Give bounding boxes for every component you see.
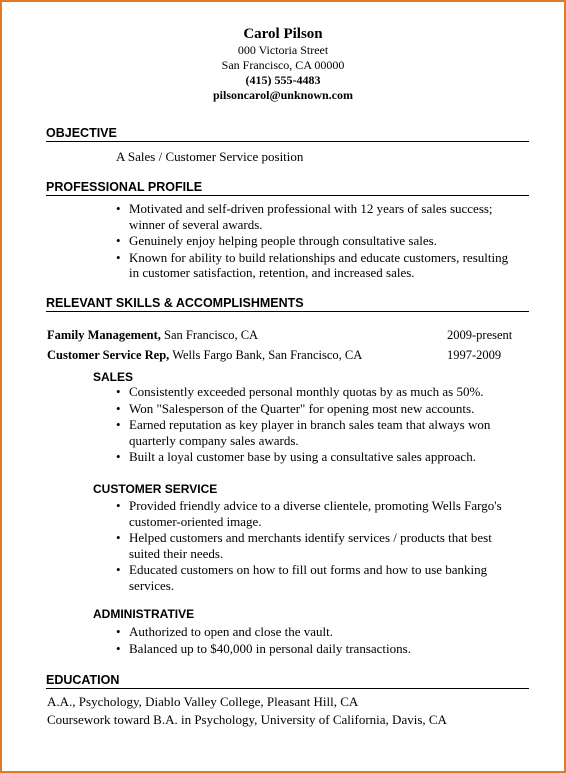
list-item: • Motivated and self-driven professional with 12 years of sales success; winner of several awards.	[116, 201, 516, 232]
education-line: Coursework toward B.A. in Psychology, University of California, Davis, CA	[47, 712, 447, 727]
job-role: Customer Service Rep,	[47, 348, 170, 362]
job-dates: 2009-present	[447, 328, 513, 342]
resume-header	[2, 2, 564, 103]
job-row	[47, 347, 517, 363]
job-dates: 1997-2009	[447, 348, 502, 362]
service-heading: CUSTOMER SERVICE	[93, 482, 218, 496]
list-item: • Won "Salesperson of the Quarter" for opening most new accounts.	[116, 401, 536, 417]
email-address: pilsoncarol@unknown.com	[213, 88, 353, 102]
education-line: A.A., Psychology, Diablo Valley College, Pleasant Hill, CA	[47, 694, 359, 709]
candidate-name: Carol Pilson	[243, 26, 323, 42]
objective-heading: OBJECTIVE	[46, 126, 529, 142]
list-item: • Balanced up to $40,000 in personal daily transactions.	[116, 641, 516, 657]
list-item: • Earned reputation as key player in branch sales team that always won quarterly company sales awards.	[116, 417, 536, 448]
education-heading: EDUCATION	[46, 673, 529, 689]
phone-number: (415) 555-4483	[245, 73, 321, 87]
sales-heading: SALES	[93, 370, 134, 384]
admin-heading: ADMINISTRATIVE	[93, 607, 195, 621]
list-item: • Known for ability to build relationships and educate customers, resulting in customer satisfaction, retention, and increased sales.	[116, 250, 516, 281]
job-place: San Francisco, CA	[160, 328, 259, 342]
objective-text: A Sales / Customer Service position	[116, 149, 304, 164]
job-row	[47, 327, 517, 343]
profile-list	[116, 201, 516, 282]
skills-heading: RELEVANT SKILLS & ACCOMPLISHMENTS	[46, 296, 529, 312]
list-item: • Helped customers and merchants identify services / products that best suited their needs.	[116, 530, 516, 561]
admin-list	[116, 624, 516, 657]
list-item: • Educated customers on how to fill out forms and how to use banking services.	[116, 562, 516, 593]
city-address: San Francisco, CA 00000	[221, 58, 345, 72]
list-item: • Authorized to open and close the vault.	[116, 624, 516, 640]
list-item: • Consistently exceeded personal monthly quotas by as much as 50%.	[116, 384, 536, 400]
service-list	[116, 498, 516, 594]
job-role: Family Management,	[47, 328, 161, 342]
list-item: • Genuinely enjoy helping people through consultative sales.	[116, 233, 516, 249]
list-item: • Provided friendly advice to a diverse clientele, promoting Wells Fargo's customer-oriented image.	[116, 498, 516, 529]
job-place: Wells Fargo Bank, San Francisco, CA	[169, 348, 363, 362]
street-address: 000 Victoria Street	[237, 43, 329, 57]
sales-list	[116, 384, 536, 466]
profile-heading: PROFESSIONAL PROFILE	[46, 180, 529, 196]
list-item: • Built a loyal customer base by using a consultative sales approach.	[116, 449, 536, 465]
